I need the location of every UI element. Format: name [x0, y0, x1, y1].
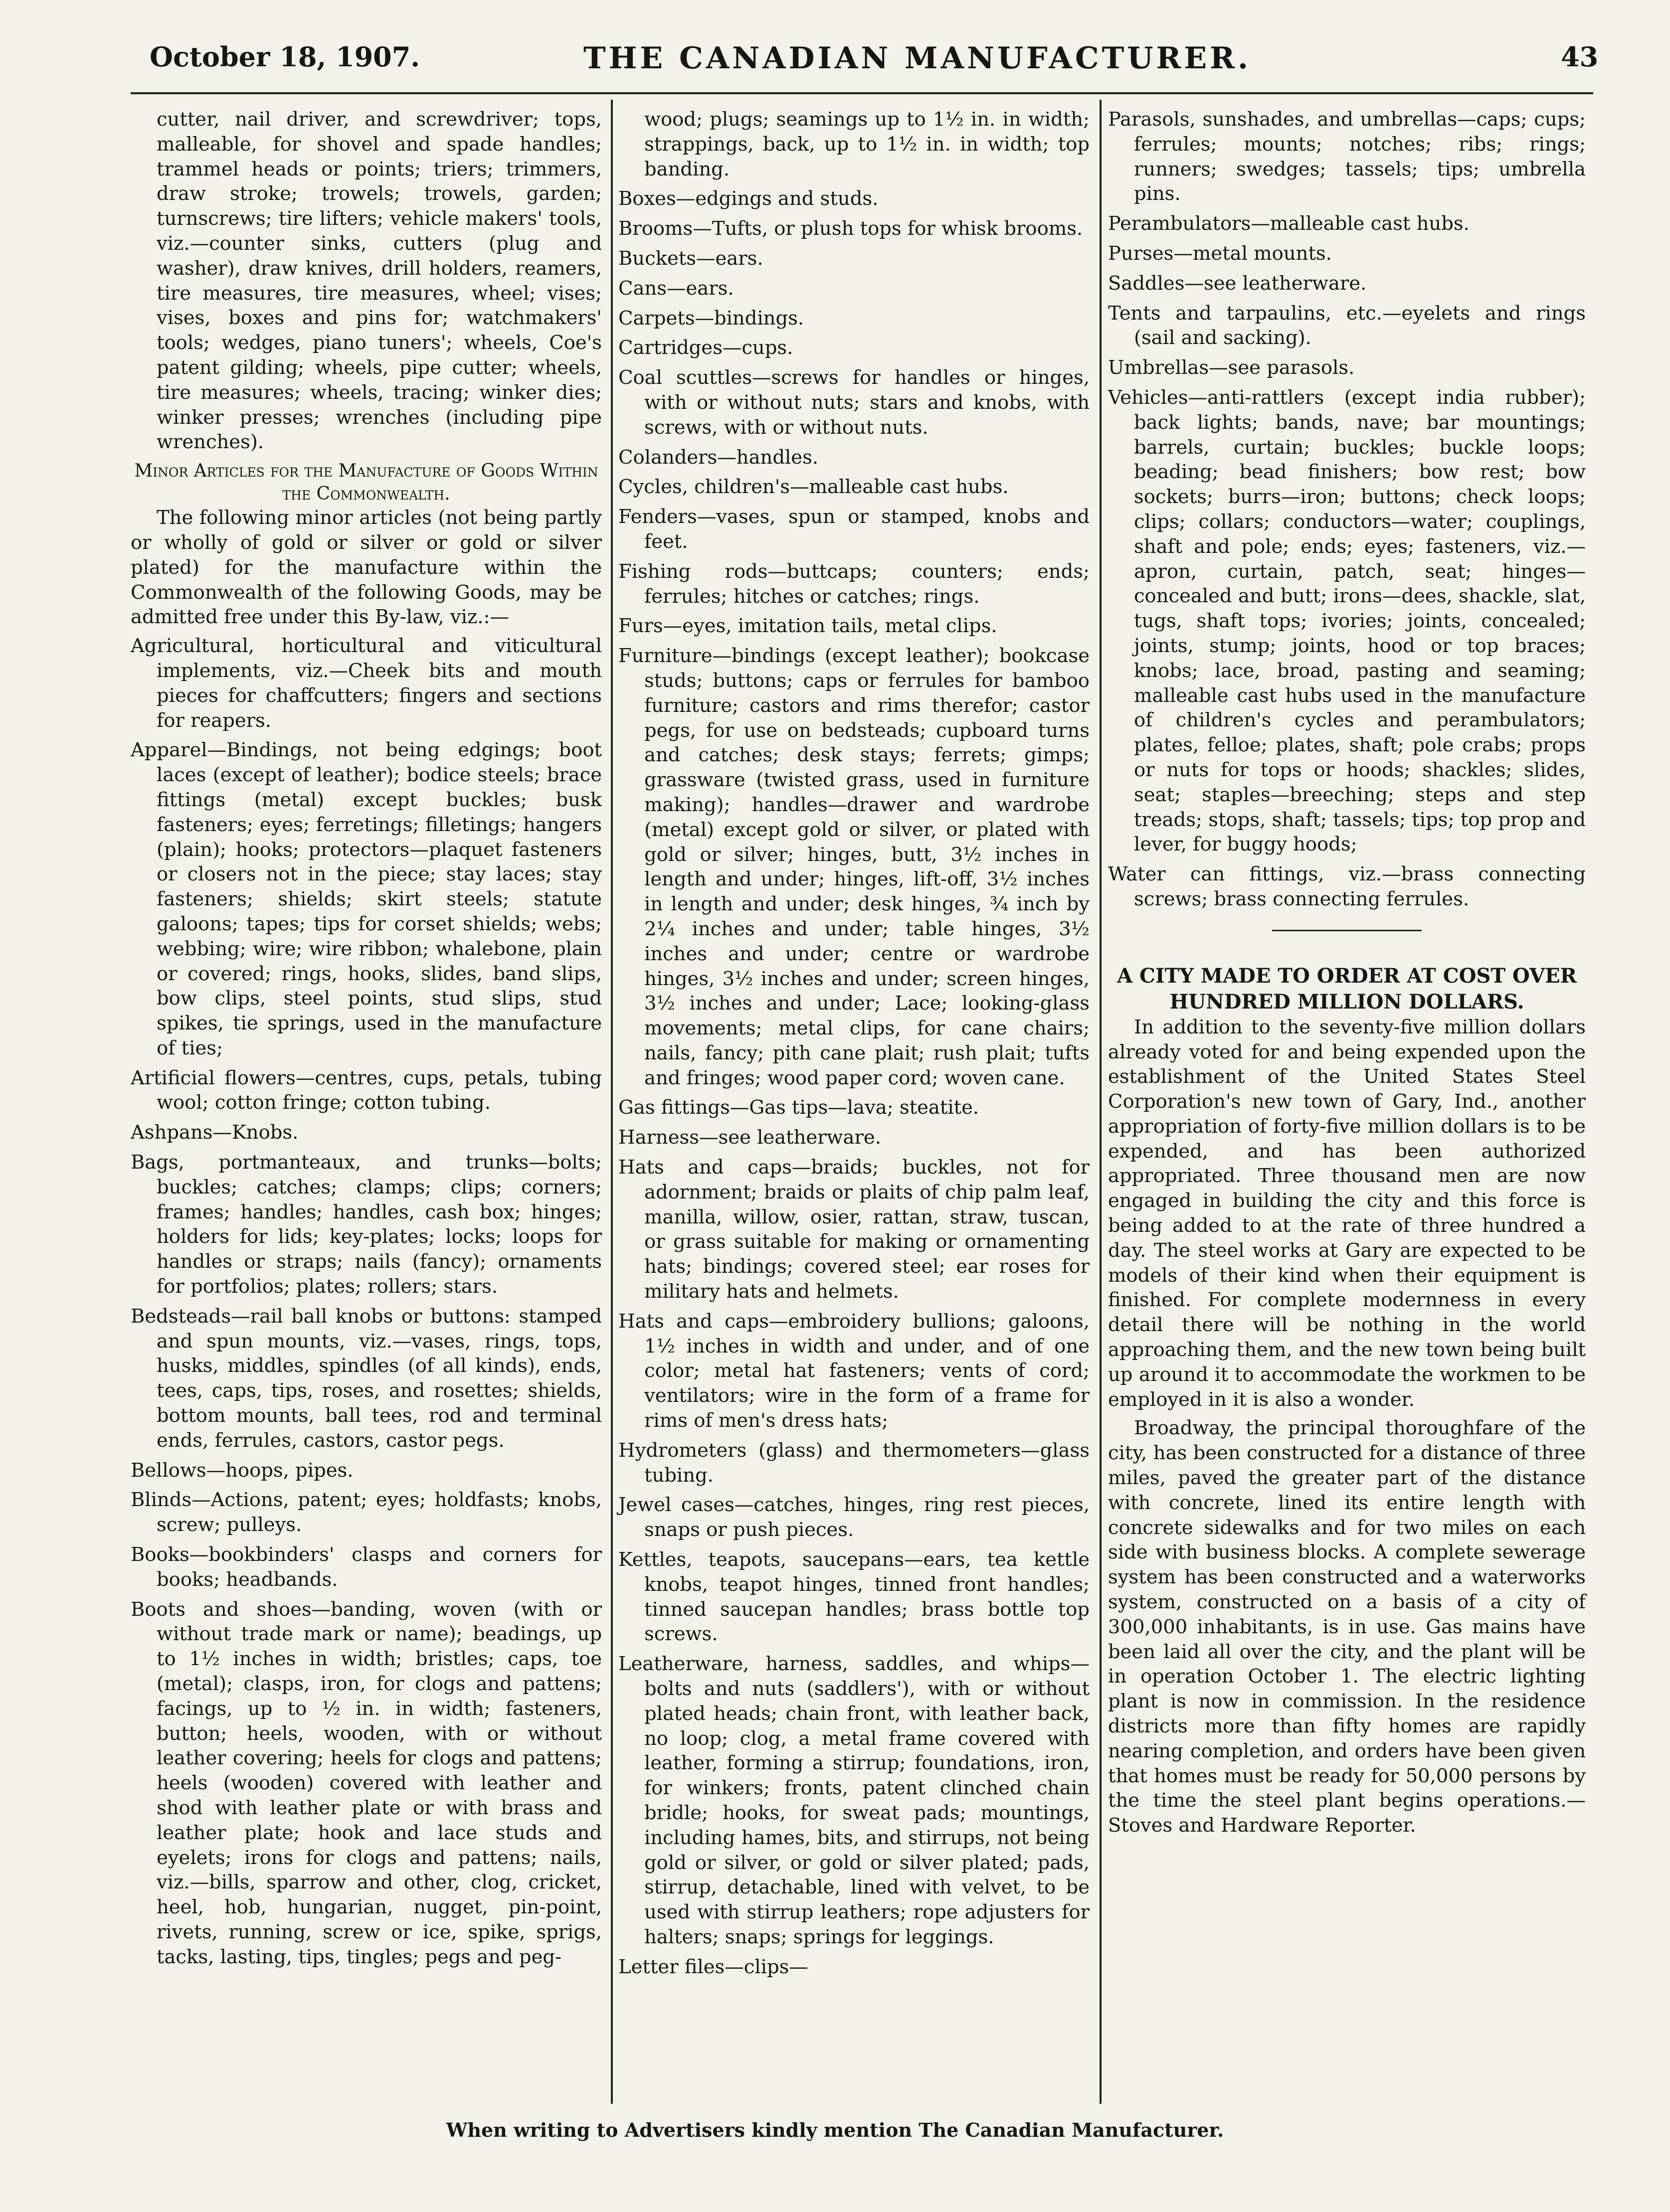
article-paragraph: Broadway, the principal thoroughfare of the city, has been constructed for a distance of three miles, paved the greater part of the distance with concrete, lined its entire length with concrete sidewalks and for two miles on each side with business blocks. A complete sewerage system has been constructed and a waterworks system, constructed on a basis of a city of 300,000 inhabitants, is in use. Gas mains have been laid all over the city, and the plant will be in operation October 1. The electric lighting plant is now in commission. In the residence districts more than fifty homes are rapidly nearing completion, and orders have been given that homes must be ready for 50,000 persons by the time the steel plant begins operations.—Stoves and Hardware Reporter.	[1108, 1417, 1586, 1837]
column-3	[1108, 107, 1586, 1842]
entry-hats-and-caps-2: Hats and caps—embroidery bullions; galoons, 1½ inches in width and under, and of one color; metal hat fasteners; vents of cord; ventilators; wire in the form of a frame for rims of men's dress hats;	[618, 1310, 1090, 1432]
entry-furniture: Furniture—bindings (except leather); bookcase studs; buttons; caps or ferrules for bamboo furniture; castors and rims therefor; castor pegs, for use on bedsteads; cupboard turns and catches; desk stays; ferrets; gimps; grassware (twisted grass, used in furniture making); handles—drawer and wardrobe (metal) except gold or silver, or plated with gold or silver; hinges, butt, 3½ inches in length and under; hinges, lift-off, 3½ inches in length and under; desk hinges, ¾ inch by 2¼ inches and under; table hinges, 3½ inches and under; centre or wardrobe hinges, 3½ inches and under; screen hinges, 3½ inches and under; Lace; looking-glass movements; metal clips, for cane chairs; nails, fancy; pith cane plait; rush plait; tufts and fringes; wood paper cord; woven cane.	[618, 645, 1090, 1089]
entry-purses: Purses—metal mounts.	[1108, 242, 1332, 265]
entry-fenders: Fenders—vases, spun or stamped, knobs and feet.	[618, 506, 1090, 553]
entry-coal-scuttles: Coal scuttles—screws for handles or hinges, with or without nuts; stars and knobs, with screws, with or without nuts.	[618, 366, 1090, 439]
entry-ashpans: Ashpans—Knobs.	[131, 1121, 299, 1144]
entry-furs: Furs—eyes, imitation tails, metal clips.	[618, 615, 997, 638]
entry-books: Books—bookbinders' clasps and corners for books; headbands.	[131, 1543, 602, 1591]
column-1	[131, 107, 602, 1975]
section-heading: Minor Articles for the Manufacture of Goods Within the Commonwealth.	[134, 461, 598, 505]
page-number: 43	[1561, 41, 1599, 73]
entry-apparel: Apparel—Bindings, not being edgings; boot laces (except of leather); bodice steels; brace fittings (metal) except buckles; busk fasteners; eyes; ferretings; filletings; hangers (plain); hooks; protectors—plaquet fasteners or closers not in the piece; stay laces; stay fasteners; shields; skirt steels; statute galoons; tapes; tips for corset shields; webs; webbing; wire; wire ribbon; whalebone, plain or covered; rings, hooks, slides, band slips, bow clips, steel points, stud slips, stud spikes, tie springs, used in the manufacture of ties;	[131, 739, 602, 1059]
entry-agricultural: Agricultural, horticultural and viticultural implements, viz.—Cheek bits and mouth pieces for chaffcutters; fingers and sections for reapers.	[131, 635, 602, 732]
continued-entry: wood; plugs; seamings up to 1½ in. in width; strappings, back, up to 1½ in. in width; top banding.	[644, 108, 1090, 180]
entry-gas-fittings: Gas fittings—Gas tips—lava; steatite.	[618, 1096, 979, 1119]
entry-bags: Bags, portmanteaux, and trunks—bolts; buckles; catches; clamps; clips; corners; frames; handles; handles, cash box; hinges; holders for lids; key-plates; locks; loops for handles or straps; nails (fancy); ornaments for portfolios; plates; rollers; stars.	[131, 1151, 602, 1298]
article-separator	[1272, 930, 1422, 931]
entry-hydrometers: Hydrometers (glass) and thermometers—glass tubing.	[618, 1439, 1090, 1487]
entry-water-can-fittings: Water can fittings, viz.—brass connecting screws; brass connecting ferrules.	[1108, 863, 1586, 910]
entry-kettles: Kettles, teapots, saucepans—ears, tea kettle knobs, teapot hinges, tinned front handles; tinned saucepan handles; brass bottle top screws.	[618, 1548, 1090, 1646]
header-rule	[131, 92, 1593, 94]
entry-bellows: Bellows—hoops, pipes.	[131, 1459, 354, 1482]
column-divider-1	[611, 100, 613, 2104]
entry-carpets: Carpets—bindings.	[618, 307, 804, 330]
entry-parasols: Parasols, sunshades, and umbrellas—caps; cups; ferrules; mounts; notches; ribs; rings; runners; swedges; tassels; tips; umbrella pins.	[1108, 108, 1586, 205]
entry-buckets: Buckets—ears.	[618, 247, 763, 270]
entry-artificial-flowers: Artificial flowers—centres, cups, petals, tubing wool; cotton fringe; cotton tubing.	[131, 1066, 602, 1114]
column-divider-2	[1100, 100, 1102, 2104]
entry-letter-files: Letter files—clips—	[618, 1955, 808, 1978]
entry-hats-and-caps: Hats and caps—braids; buckles, not for adornment; braids or plaits of chip palm leaf, manilla, willow, osier, rattan, straw, tuscan, or grass suitable for making or ornamenting hats; bindings; covered steel; ear roses for military hats and helmets.	[618, 1156, 1090, 1303]
entry-leatherware: Leatherware, harness, saddles, and whips—bolts and nuts (saddlers'), with or without plated heads; chain front, with leather back, no loop; clog, a metal frame covered with leather, forming a stirrup; foundations, iron, for winkers; fronts, patent clinched chain bridle; hooks, for sweat pads; mountings, including hames, bits, and stirrups, not being gold or silver, or gold or silver plated; pads, stirrup, detachable, lined with velvet, to be used with stirrup leathers; rope adjusters for halters; snaps; springs for leggings.	[618, 1653, 1090, 1948]
entry-cans: Cans—ears.	[618, 277, 734, 300]
entry-saddles: Saddles—see leatherware.	[1108, 272, 1367, 295]
entry-cycles: Cycles, children's—malleable cast hubs.	[618, 476, 1009, 499]
article-paragraph: In addition to the seventy-five million dollars already voted for and being expended upon the establishment of the United States Steel Corporation's new town of Gary, Ind., another appropriation of forty-five million dollars is to be expended, and has been authorized appropriated. Three thousand men are now engaged in building the city and this force is being added to at the rate of three hundred a day. The steel works at Gary are expected to be models of their kind when their equipment is finished. For complete modernness in every detail there will be nothing in the world approaching them, and the new town being built up around it to accommodate the workmen to be employed in it is also a wonder.	[1108, 1016, 1586, 1411]
entry-brooms: Brooms—Tufts, or plush tops for whisk brooms.	[618, 217, 1083, 240]
entry-boots-and-shoes: Boots and shoes—banding, woven (with or without trade mark or name); beadings, up to 1½ inches in width; bristles; caps, toe (metal); clasps, iron, for clogs and pattens; facings, up to ½ in. in width; fasteners, button; heels, wooden, with or without leather covering; heels for clogs and pattens; heels (wooden) covered with leather and shod with leather plate or with brass and leather plate; hook and lace studs and eyelets; irons for clogs and pattens; nails, viz.—bills, sparrow and other, clog, cricket, heel, hob, hungarian, nugget, pin-point, rivets, running, screw or ice, spike, sprigs, tacks, lasting, tips, tingles; pegs and peg-	[131, 1598, 602, 1968]
entry-blinds: Blinds—Actions, patent; eyes; holdfasts; knobs, screw; pulleys.	[131, 1489, 602, 1536]
continued-entry: cutter, nail driver, and screwdriver; tops, malleable, for shovel and spade handles; trammel heads or points; triers; trimmers, draw stroke; trowels; trowels, garden; turnscrews; tire lifters; vehicle makers' tools, viz.—counter sinks, cutters (plug and washer), draw knives, drill holders, reamers, tire measures, tire measures, wheel; vises; vises, boxes and pins for; watchmakers' tools; wedges, piano tuners'; wheels, Coe's patent gilding; wheels, pipe cutter; wheels, tire measures; wheels, tracing; winker dies; winker presses; wrenches (including pipe wrenches).	[157, 108, 602, 454]
entry-perambulators: Perambulators—malleable cast hubs.	[1108, 212, 1470, 235]
column-2	[618, 107, 1090, 1985]
section-intro: The following minor articles (not being partly or wholly of gold or silver or gold or silver plated) for the manufacture within the Commonwealth of the following Goods, may be admitted free under this By-law, viz.:—	[131, 507, 602, 629]
entry-umbrellas: Umbrellas—see parasols.	[1108, 356, 1355, 379]
entry-colanders: Colanders—handles.	[618, 446, 819, 469]
entry-cartridges: Cartridges—cups.	[618, 337, 793, 359]
entry-fishing-rods: Fishing rods—buttcaps; counters; ends; ferrules; hitches or catches; rings.	[618, 560, 1090, 608]
issue-date: October 18, 1907.	[150, 41, 420, 73]
entry-bedsteads: Bedsteads—rail ball knobs or buttons: stamped and spun mounts, viz.—vases, rings, tops, husks, middles, spindles (of all kinds), ends, tees, caps, tips, roses, and rosettes; shields, bottom mounts, ball tees, rod and terminal ends, ferrules, castors, castor pegs.	[131, 1305, 602, 1452]
article-title: A CITY MADE TO ORDER AT COST OVER HUNDRED MILLION DOLLARS.	[1117, 964, 1577, 1014]
entry-boxes: Boxes—edgings and studs.	[618, 187, 879, 210]
page-header	[0, 36, 1670, 86]
publication-title: THE CANADIAN MANUFACTURER.	[583, 41, 1251, 76]
entry-vehicles: Vehicles—anti-rattlers (except india rubber); back lights; bands, nave; bar mountings; barrels, curtain; buckles; buckle loops; beading; bead finishers; bow rest; bow sockets; burrs—iron; buttons; check loops; clips; collars; conductors—water; couplings, shaft and pole; ends; eyes; fasteners, viz.—apron, curtain, patch, seat; hinges—concealed and butt; irons—dees, shackle, slat, tugs, shaft tops; ivories; joints, concealed; joints, stump; joints, hood or top braces; knobs; lace, broad, pasting and seaming; malleable cast hubs used in the manufacture of children's cycles and perambulators; plates, felloe; plates, shaft; pole crabs; props or nuts for tops or hoods; shackles; slides, seat; staples—breeching; steps and step treads; stops, shaft; tassels; tips; top prop and lever, for buggy hoods;	[1108, 386, 1586, 856]
entry-tents: Tents and tarpaulins, etc.—eyelets and rings (sail and sacking).	[1108, 302, 1586, 349]
advertiser-notice: When writing to Advertisers kindly mention The Canadian Manufacturer.	[446, 2119, 1224, 2141]
entry-harness: Harness—see leatherware.	[618, 1126, 881, 1149]
entry-jewel-cases: Jewel cases—catches, hinges, ring rest pieces, snaps or push pieces.	[618, 1494, 1090, 1541]
